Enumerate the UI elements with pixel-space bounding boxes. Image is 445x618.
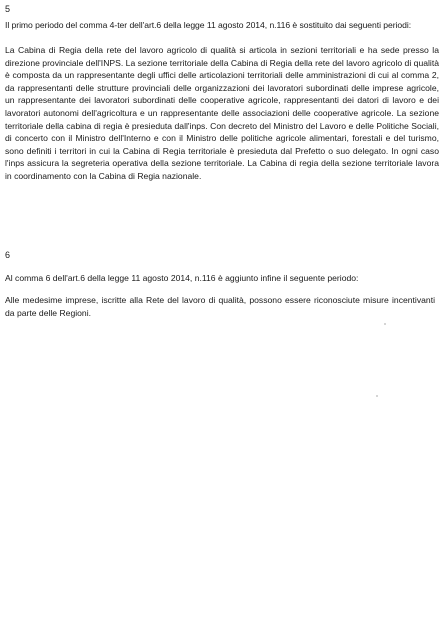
section-number-5: 5 [5, 4, 11, 14]
section-6-intro: Al comma 6 dell'art.6 della legge 11 agosto 2014, n.116 è aggiunto infine il seguente periodo: [5, 273, 359, 283]
section-5-intro: Il primo periodo del comma 4-ter dell'art.6 della legge 11 agosto 2014, n.116 è sostituito dai seguenti periodi: [5, 20, 412, 30]
section-6-body: Alle medesime imprese, iscritte alla Rete del lavoro di qualità, possono essere riconosciute misure incentivanti da parte delle Regioni. [5, 295, 435, 318]
scan-speck [384, 323, 386, 325]
section-5-body: La Cabina di Regia della rete del lavoro agricolo di qualità si articola in sezioni territoriali e ha sede presso la direzione provinciale dell'INPS. La sezione territoriale della Cabina di Regia della rete del lavoro agricolo di qualità è composta da un rappresentante degli uffici delle articolazioni territoriali delle amministrazioni di cui al comma 2, da rappresentanti delle strutture provinciali delle organizzazioni dei lavoratori subordinati delle imprese agricole, un rappresentante dei lavoratori subordinati delle cooperative agricole, rappresentanti dei datori di lavoro e dei lavoratori autonomi dell'agricoltura e un rappresentante delle associazioni delle cooperative agricole. La sezione territoriale della cabina di regia è presieduta dall'inps. Con decreto del Ministro del Lavoro e delle Politiche Sociali, di concerto con il Ministro dell'Interno e con il Ministro delle politiche agricole alimentari, forestali e del turismo, sono definiti i territori in cui la Cabina di Regia territoriale è presieduta dal Prefetto o suo delegato. In ogni caso l'inps assicura la segreteria operativa della sezione territoriale. La Cabina di regia della sezione territoriale lavora in coordinamento con la Cabina di Regia nazionale. [5, 45, 439, 181]
scan-speck [376, 395, 378, 397]
section-number-6: 6 [5, 250, 11, 260]
